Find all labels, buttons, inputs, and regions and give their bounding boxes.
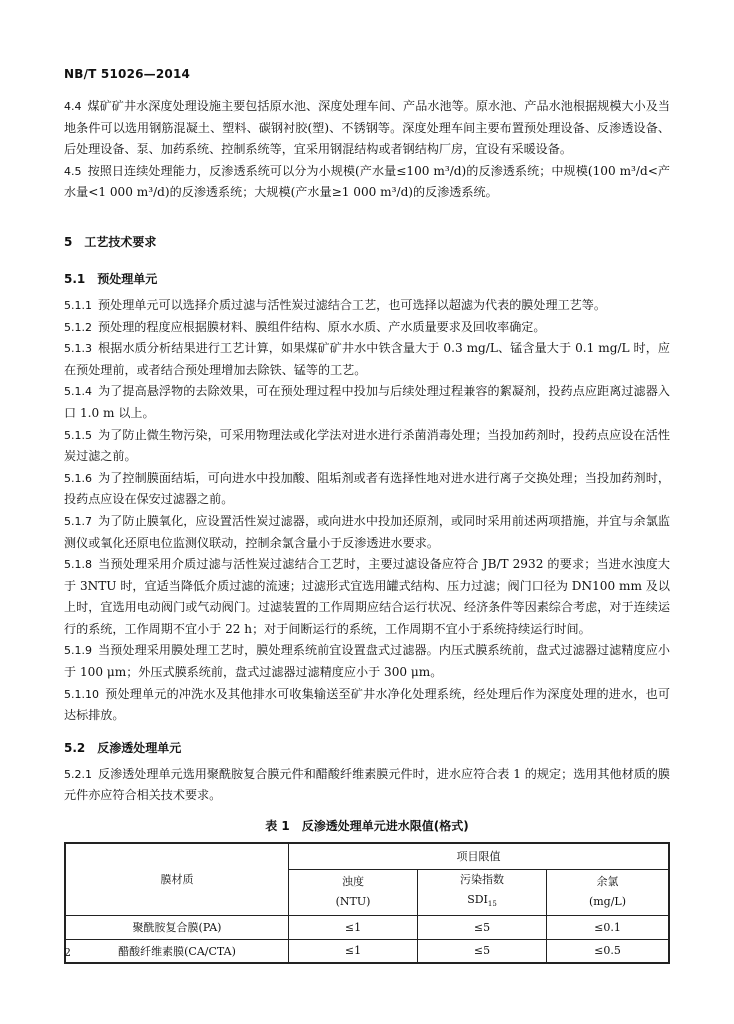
document-number: NB/T 51026—2014 [64,67,191,81]
clause-5-2-1: 5.2.1 反渗透处理单元选用聚酰胺复合膜元件和醋酸纤维素膜元件时，进水应符合表 1 的规定；选用其他材质的膜元件亦应符合相关技术要求。 [64,766,670,803]
section-5-1-heading: 5.1 预处理单元 [64,271,158,286]
section-5-2-heading: 5.2 反渗透处理单元 [64,740,182,755]
header-sdi: 污染指数 $SDI_{15}$ [418,869,547,915]
page-number: 2 [64,946,71,959]
clause-5-1-5: 5.1.5 为了防止微生物污染，可采用物理法或化学法对进水进行杀菌消毒处理；当投加药剂时，投药点应设在活性炭过滤之前。 [64,427,670,464]
inflow-limits-table [64,842,670,964]
clause-text: 煤矿矿井水深度处理设施主要包括原水池、深度处理车间、产品水池等。原水池、产品水池根据规模大小及当地条件可以选用钢筋混凝土、塑料、碳钢衬胶(塑)、不锈钢等。深度处理车间主要布置预处理设备、反渗透设备、后处理设备、泵、加药系统、控制系统等，宜采用钢混结构或者钢结构厂房，宜设有采暖设备。 [64,99,670,157]
clause-5-1-6: 5.1.6 为了控制膜面结垢，可向进水中投加酸、阻垢剂或者有选择性地对进水进行离子交换处理；当投加药剂时，投药点应设在保安过滤器之前。 [64,470,670,507]
header-group: 项目限值 [289,843,670,869]
header-turbidity: 浊度 (NTU) [289,869,418,915]
document-body [64,96,670,964]
table-row: 醋酸纤维素膜(CA/CTA) ≤1 ≤5 ≤0.5 [65,939,669,963]
clause-5-1-8: 5.1.8 当预处理采用介质过滤与活性炭过滤结合工艺时，主要过滤设备应符合 JB/T 2932 的要求；当进水浊度大于 3NTU 时，宜适当降低介质过滤的流速；过滤形式宜选用罐式结构、压力过滤；阀门口径为 DN100 mm 及以上时，宜选用电动阀门或气动阀门。过滤装置的工作周期应结合运行状况、经济条件等因素综合考虑，对于连续运行的系统，工作周期不宜小于 22 h；对于间断运行的系统，工作周期不宜小于系统持续运行时间。 [64,557,670,636]
clause-text: 按照日连续处理能力，反渗透系统可以分为小规模(产水量≤100 m³/d)的反渗透系统；中规模(100 m³/d<产水量<1 000 m³/d)的反渗透系统；大规模(产水量≥1 000 m³/d)的反渗透系统。 [64,163,670,200]
clause-4-5 [64,161,670,204]
clause-4-4 [64,96,670,161]
section-5-heading: 5 工艺技术要求 [64,234,157,249]
clause-5-1-2: 5.1.2 预处理的程度应根据膜材料、膜组件结构、原水水质、产水质量要求及回收率确定。 [64,319,546,334]
clause-5-1-4: 5.1.4 为了提高悬浮物的去除效果，可在预处理过程中投加与后续处理过程兼容的絮凝剂，投药点应距离过滤器入口 1.0 m 以上。 [64,384,670,420]
table-row: 聚酰胺复合膜(PA) ≤1 ≤5 ≤0.1 [65,915,669,939]
header-chlorine: 余氯 (mg/L) [547,869,670,915]
table-1-title: 表 1 反渗透处理单元进水限值(格式) [265,819,469,834]
clause-5-1-9: 5.1.9 当预处理采用膜处理工艺时，膜处理系统前宜设置盘式过滤器。内压式膜系统前，盘式过滤器过滤精度应小于 100 μm；外压式膜系统前，盘式过滤器过滤精度应小于 300 μm。 [64,643,670,680]
clause-number: 4.5 [64,164,82,178]
clause-5-1-1: 5.1.1 预处理单元可以选择介质过滤与活性炭过滤结合工艺，也可选择以超滤为代表的膜处理工艺等。 [64,297,606,312]
clause-5-1-7: 5.1.7 为了防止膜氧化，应设置活性炭过滤器，或向进水中投加还原剂，或同时采用前述两项措施，并宜与余氯监测仪或氧化还原电位监测仪联动，控制余氯含量小于反渗透进水要求。 [64,513,670,550]
clause-number: 4.4 [64,100,82,113]
clause-5-1-10: 5.1.10 预处理单元的冲洗水及其他排水可收集输送至矿井水净化处理系统，经处理后作为深度处理的进水，也可达标排放。 [64,686,670,723]
clause-5-1-3: 5.1.3 根据水质分析结果进行工艺计算，如果煤矿矿井水中铁含量大于 0.3 mg/L、锰含量大于 0.1 mg/L 时，应在预处理前，或者结合预处理增加去除铁、锰等的工艺。 [64,341,670,377]
header-material: 膜材质 [65,843,289,915]
